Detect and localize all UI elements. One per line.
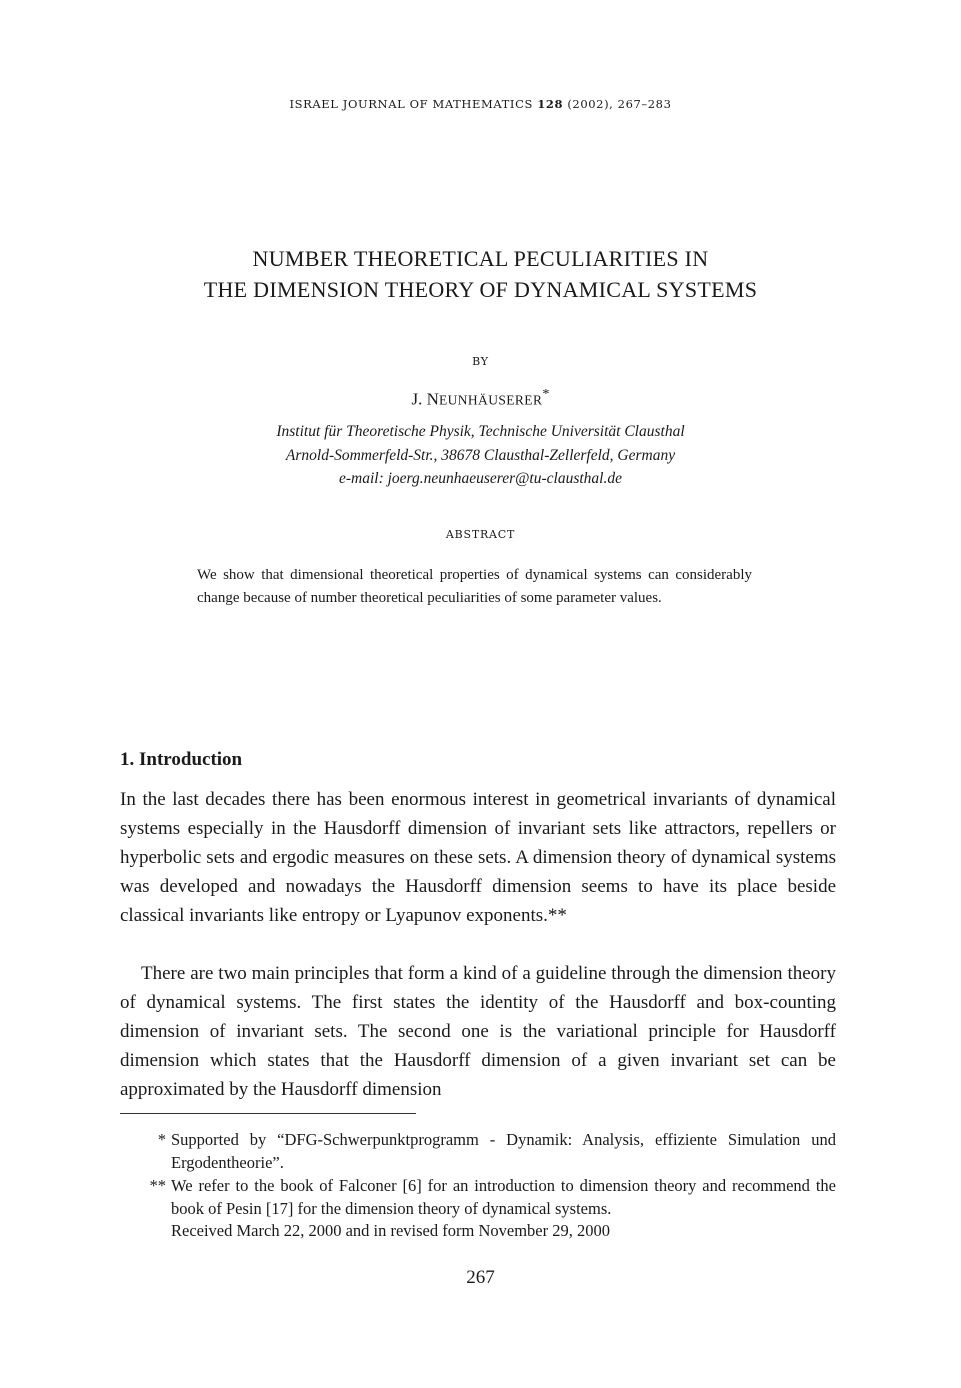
footnote-1 — [120, 1129, 836, 1174]
title-line-2: THE DIMENSION THEORY OF DYNAMICAL SYSTEMS — [203, 277, 758, 302]
paper-title — [0, 243, 961, 305]
abstract-label: ABSTRACT — [445, 528, 516, 541]
footnote-2-text: We refer to the book of Falconer [6] for an introduction to dimension theory and recommend the book of Pesin [17] for the dimension theory of dynamical systems. — [171, 1176, 836, 1218]
affiliation — [0, 420, 961, 491]
page-number: 267 — [466, 1267, 495, 1288]
journal-year-pages: (2002), 267–283 — [567, 97, 672, 111]
body-paragraph-2: There are two main principles that form a kind of a guideline through the dimension theory of dynamical systems. The first states the identity of the Hausdorff and box-counting dimension of invariant sets. The second one is the variational principle for Hausdorff dimension which states that the Hausdorff dimension of a given invariant set can be approximated by the Hausdorff dimension — [120, 963, 836, 1100]
footnote-2 — [120, 1175, 836, 1243]
abstract-text: We show that dimensional theoretical properties of dynamical systems can considerably change because of number theoretical peculiarities of some parameter values. — [197, 567, 752, 607]
author-surname: EUNHÄUSERER — [438, 392, 543, 408]
author-name — [0, 386, 961, 410]
author-initial: J. N — [411, 389, 439, 409]
footnote-1-mark: * — [157, 1130, 166, 1149]
affiliation-email: e-mail: joerg.neunhaeuserer@tu-clausthal.de — [338, 470, 622, 487]
journal-name: ISRAEL JOURNAL OF MATHEMATICS — [289, 97, 533, 111]
byline: BY — [472, 355, 489, 368]
footnote-rule — [120, 1113, 416, 1114]
author-footnote-mark: * — [542, 386, 550, 402]
footnote-2-mark: ** — [149, 1176, 166, 1195]
journal-header — [0, 97, 961, 111]
title-line-1: NUMBER THEORETICAL PECULIARITIES IN — [252, 246, 709, 271]
received-date: Received March 22, 2000 and in revised form November 29, 2000 — [171, 1221, 610, 1240]
affiliation-address: Arnold-Sommerfeld-Str., 38678 Clausthal-Zellerfeld, Germany — [285, 446, 676, 464]
journal-volume: 128 — [537, 97, 564, 111]
affiliation-institute: Institut für Theoretische Physik, Technische Universität Clausthal — [276, 423, 685, 440]
body-paragraph-1: In the last decades there has been enormous interest in geometrical invariants of dynamical systems especially in the Hausdorff dimension of invariant sets like attractors, repellers or hyperbolic sets and ergodic measures on these sets. A dimension theory of dynamical systems was developed and nowadays the Hausdorff dimension seems to have its place beside classical invariants like entropy or Lyapunov exponents.** — [120, 789, 836, 926]
footnote-1-text: Supported by “DFG-Schwerpunktprogramm - Dynamik: Analysis, effiziente Simulation und Ergodentheorie”. — [171, 1130, 836, 1172]
section-heading: 1. Introduction — [120, 749, 243, 770]
